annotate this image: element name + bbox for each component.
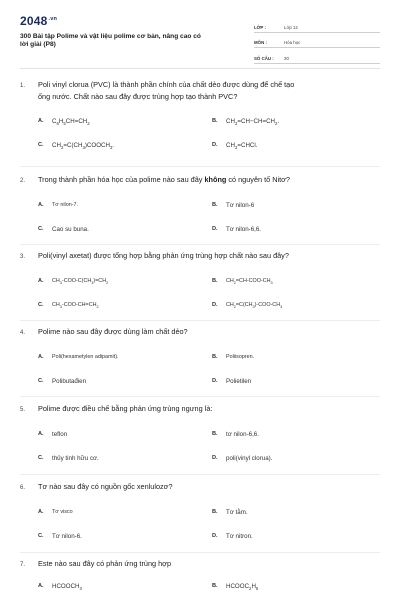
question-number: 6. <box>20 485 26 491</box>
question-2 <box>20 174 382 241</box>
option-b[interactable] <box>212 500 386 524</box>
question-5 <box>20 403 382 470</box>
option-letter: B. <box>212 509 218 515</box>
question-separator <box>20 320 380 321</box>
option-text: Poliisopren. <box>226 354 255 360</box>
options-grid <box>38 422 382 470</box>
option-a[interactable] <box>38 500 212 524</box>
option-d[interactable] <box>212 524 386 548</box>
question-number: 4. <box>20 330 26 336</box>
meta-value: Lớp 12 <box>284 24 298 30</box>
option-d[interactable] <box>212 133 386 157</box>
question-text: Polime nào sau đây được dùng làm chất dẻo? <box>38 327 188 336</box>
option-a[interactable] <box>38 269 212 293</box>
option-text: Tơ nilon-7. <box>52 202 79 208</box>
option-letter: C. <box>38 226 44 232</box>
option-text: $CH_2=C(CH_3)-COO-CH_3$ <box>226 302 283 310</box>
option-d[interactable] <box>212 446 386 470</box>
question-text-part: Trong thành phần hóa học của polime nào sau đây <box>38 175 205 184</box>
option-text: thủy tinh hữu cơ. <box>52 454 99 462</box>
option-a[interactable] <box>38 109 212 133</box>
header-divider <box>20 68 380 69</box>
meta-row-count <box>254 48 380 64</box>
meta-panel <box>254 17 380 64</box>
question-number: 1. <box>20 83 26 89</box>
option-c[interactable] <box>38 524 212 548</box>
site-logo[interactable] <box>20 14 57 28</box>
question-stem <box>20 250 382 263</box>
document-title-line1: 300 Bài tập Polime và vật liệu polime cơ bản, nâng cao có <box>20 33 201 40</box>
option-letter: B. <box>212 354 218 360</box>
option-text: Tơ visco <box>52 509 73 515</box>
question-7 <box>20 558 382 598</box>
option-letter: C. <box>38 378 44 384</box>
option-text: Polietilen <box>226 377 252 385</box>
question-4 <box>20 326 382 393</box>
option-b[interactable] <box>212 109 386 133</box>
option-text: Cao su buna. <box>52 225 89 233</box>
option-text: Tơ nilon-6,6. <box>226 225 262 233</box>
option-text: Tơ nilon-6. <box>52 532 82 540</box>
option-text: Poli(hexametylen adipamit). <box>52 354 119 360</box>
question-separator <box>20 396 380 397</box>
question-separator <box>20 474 380 475</box>
option-letter: C. <box>38 455 44 461</box>
option-text: $CH_2=CH-COO-CH_3$ <box>226 278 273 286</box>
question-stem <box>20 403 382 416</box>
meta-row-class <box>254 17 380 33</box>
option-letter: D. <box>212 226 218 232</box>
question-text: Poli(vinyl axetat) được tổng hợp bằng phản ứng trùng hợp chất nào sau đây? <box>38 251 289 260</box>
option-letter: B. <box>212 278 218 284</box>
question-stem <box>20 481 382 494</box>
question-stem <box>20 558 382 571</box>
options-grid <box>38 500 382 548</box>
option-letter: A. <box>38 278 44 284</box>
option-text: $CH_2=CH-CH=CH_2$. <box>226 117 280 126</box>
question-separator <box>20 244 380 245</box>
question-stem <box>20 174 382 187</box>
option-letter: D. <box>212 302 218 308</box>
option-a[interactable] <box>38 574 212 598</box>
logo-text: 2048 <box>20 14 48 28</box>
option-a[interactable] <box>38 193 212 217</box>
option-a[interactable] <box>38 422 212 446</box>
option-letter: C. <box>38 142 44 148</box>
option-letter: D. <box>212 455 218 461</box>
option-letter: B. <box>212 118 218 124</box>
question-3 <box>20 250 382 317</box>
option-d[interactable] <box>212 369 386 393</box>
option-text: Tơ tằm. <box>226 508 248 516</box>
option-text: $HCOOC_2H_5$ <box>226 582 259 591</box>
options-grid <box>38 574 382 598</box>
option-c[interactable] <box>38 446 212 470</box>
option-letter: C. <box>38 302 44 308</box>
question-text: Polime được điều chế bằng phản ứng trùng ngưng là: <box>38 404 213 413</box>
question-text-line: Poli vinyl clorua (PVC) là thành phần chính của chất dẻo được dùng để chế tạo <box>38 80 295 89</box>
meta-label: MÔN : <box>254 40 267 45</box>
option-c[interactable] <box>38 369 212 393</box>
option-b[interactable] <box>212 574 386 598</box>
question-text <box>38 174 382 187</box>
meta-value: 30 <box>284 55 289 61</box>
option-text: $C_6H_5CH=CH_2$ <box>52 117 90 126</box>
question-text <box>38 79 382 103</box>
question-1 <box>20 79 382 157</box>
question-separator <box>20 166 380 167</box>
meta-row-subject <box>254 33 380 49</box>
option-text: $CH_3-COO-CH=CH_2$ <box>52 302 99 310</box>
option-c[interactable] <box>38 133 212 157</box>
option-letter: B. <box>212 583 218 589</box>
question-number: 3. <box>20 254 26 260</box>
question-text: Tơ nào sau đây có nguồn gốc xenlulozơ? <box>38 482 173 491</box>
option-letter: A. <box>38 202 44 208</box>
option-text: $CH_2=C(CH_3)COOCH_3$. <box>52 141 115 150</box>
document-title-line2: lời giải (P8) <box>20 41 56 49</box>
option-letter: A. <box>38 431 44 437</box>
question-stem <box>20 79 382 103</box>
option-text: tơ nilon-6,6. <box>226 430 259 438</box>
option-letter: A. <box>38 583 44 589</box>
question-number: 5. <box>20 407 26 413</box>
option-b[interactable] <box>212 193 386 217</box>
option-c[interactable] <box>38 217 212 241</box>
option-letter: D. <box>212 533 218 539</box>
options-grid <box>38 269 382 317</box>
meta-value: Hóa học <box>284 40 301 45</box>
option-b[interactable] <box>212 345 386 369</box>
option-b[interactable] <box>212 269 386 293</box>
options-grid <box>38 345 382 393</box>
option-letter: D. <box>212 142 218 148</box>
option-text: Tơ nitron. <box>226 532 253 540</box>
option-letter: C. <box>38 533 44 539</box>
option-letter: B. <box>212 431 218 437</box>
option-letter: A. <box>38 354 44 360</box>
question-text-line: ống nước. Chất nào sau đây được trùng hợp tạo thành PVC? <box>38 92 238 101</box>
option-c[interactable] <box>38 293 212 317</box>
question-text-part: có nguyên tố Nitơ? <box>226 175 290 184</box>
options-grid <box>38 109 382 157</box>
option-letter: A. <box>38 118 44 124</box>
option-d[interactable] <box>212 293 386 317</box>
document-title <box>20 33 240 50</box>
options-grid <box>38 193 382 241</box>
option-letter: D. <box>212 378 218 384</box>
option-text: $HCOOCH_3$ <box>52 582 82 591</box>
option-text: $CH_2=CHCl$. <box>226 141 258 150</box>
meta-label: LỚP : <box>254 24 266 30</box>
option-text: poli(vinyl clorua). <box>226 454 273 462</box>
question-6 <box>20 481 382 548</box>
meta-label: SỐ CÂU : <box>254 55 274 61</box>
option-a[interactable] <box>38 345 212 369</box>
option-text: teflon <box>52 430 68 438</box>
option-text: Tơ nilon-6 <box>226 201 255 209</box>
option-text: $CH_3-COO-C(CH_3)=CH_2$ <box>52 278 109 286</box>
option-text: Polibutađien <box>52 377 87 385</box>
question-stem <box>20 326 382 339</box>
option-d[interactable] <box>212 217 386 241</box>
question-text-emphasis: không <box>204 175 227 184</box>
option-letter: A. <box>38 509 44 515</box>
option-letter: B. <box>212 202 218 208</box>
question-number: 2. <box>20 178 26 184</box>
question-number: 7. <box>20 562 26 568</box>
question-separator <box>20 552 380 553</box>
question-text: Este nào sau đây có phản ứng trùng hợp <box>38 559 171 568</box>
logo-suffix: .vn <box>48 16 58 22</box>
option-b[interactable] <box>212 422 386 446</box>
